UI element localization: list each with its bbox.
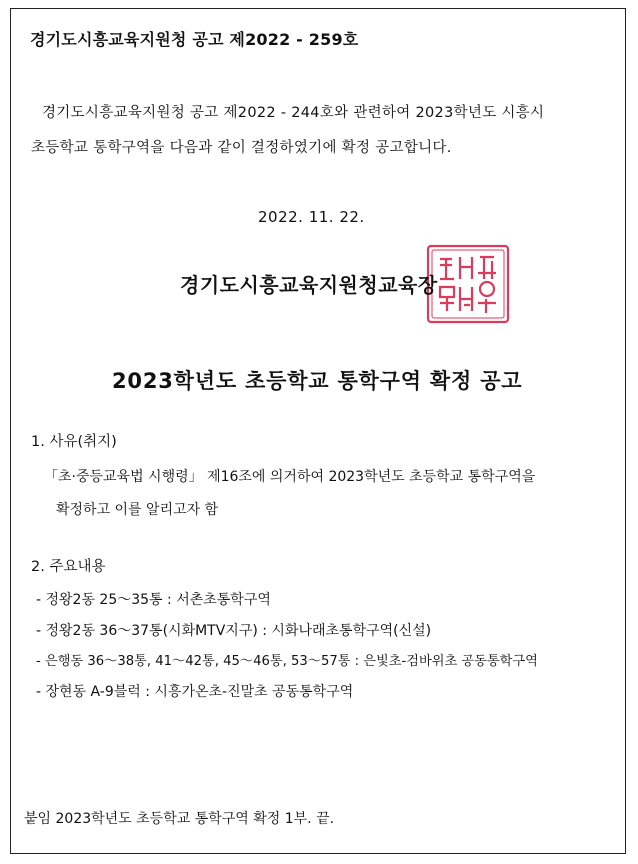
section-1-line-2: 확정하고 이를 알리고자 함 [56, 502, 219, 518]
document-title: 2023학년도 초등학교 통학구역 확정 공고 [112, 369, 523, 393]
intro-line-1: 경기도시흥교육지원청 공고 제2022 - 244호와 관련하여 2023학년도 시흥시 [42, 105, 545, 121]
notice-date: 2022. 11. 22. [258, 208, 365, 226]
section-2-heading: 2. 주요내용 [31, 559, 106, 575]
list-item: - 정왕2동 36～37통(시화MTV지구) : 시화나래초통학구역(신설) [36, 623, 432, 639]
notice-number: 경기도시흥교육지원청 공고 제2022 - 259호 [30, 30, 359, 49]
section-1-heading: 1. 사유(취지) [31, 434, 117, 450]
issuer-name: 경기도시흥교육지원청교육장 [180, 273, 438, 297]
list-item: - 장현동 A-9블럭 : 시흥가온초-진말초 공동통학구역 [36, 684, 354, 700]
list-item: - 은행동 36～38통, 41～42통, 45～46통, 53～57통 : 은빛초-검바위초 공동통학구역 [36, 654, 538, 669]
list-item: - 정왕2동 25～35통 : 서촌초통학구역 [36, 592, 271, 608]
section-1-line-1: 「초·중등교육법 시행령」 제16조에 의거하여 2023학년도 초등학교 통학구역을 [44, 469, 536, 485]
attachment-note: 붙임 2023학년도 초등학교 통학구역 확정 1부. 끝. [24, 811, 335, 827]
intro-line-2: 초등학교 통학구역을 다음과 같이 결정하였기에 확정 공고합니다. [31, 140, 452, 156]
